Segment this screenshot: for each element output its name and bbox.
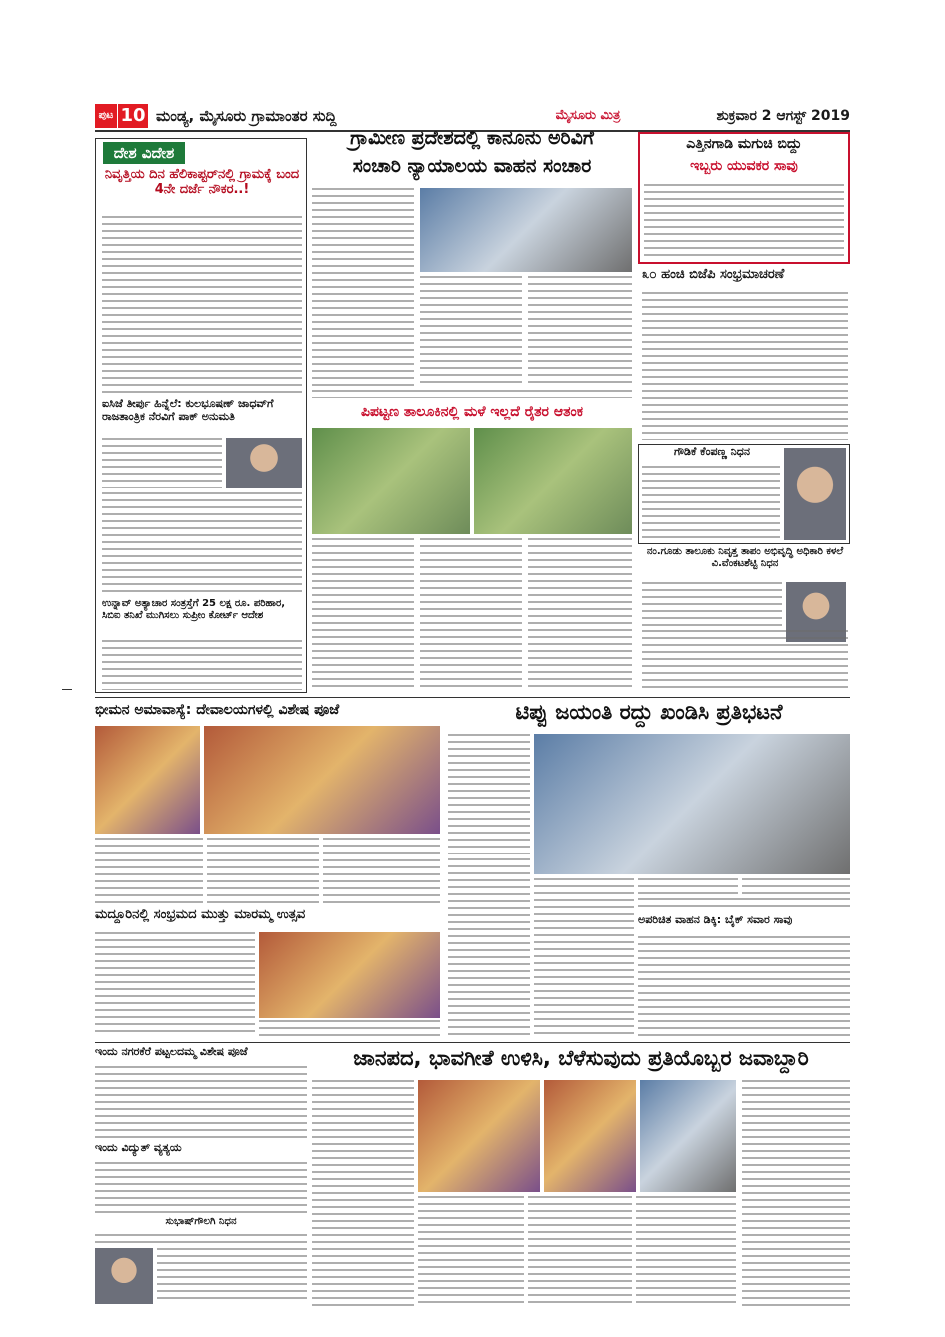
mid-right-body-col1 bbox=[448, 734, 530, 854]
mid-left-sub-body bbox=[95, 932, 255, 1036]
court-van-photo bbox=[420, 188, 632, 272]
mid-left-sub-headline: ಮದ್ದೂರಿನಲ್ಲಿ ಸಂಭ್ರಮದ ಮುತ್ತು ಮಾರಮ್ಮ ಉತ್ಸವ bbox=[95, 908, 306, 922]
center-mid-headline: ಪಿಪಟ್ಟಣ ತಾಲೂಕಿನಲ್ಲಿ ಮಳೆ ಇಲ್ಲದೆ ರೈತರ ಆತಂಕ bbox=[360, 404, 583, 420]
paper-name: ಮೈಸೂರು ಮಿತ್ರ bbox=[555, 108, 621, 123]
temple-photo-2 bbox=[204, 726, 440, 834]
award-photo-3 bbox=[640, 1080, 736, 1192]
mid-left-headline: ಭೀಮನ ಅಮಾವಾಸ್ಯೆ: ದೇವಾಲಯಗಳಲ್ಲಿ ವಿಶೇಷ ಪೂಜೆ bbox=[95, 702, 340, 718]
field-photo-1 bbox=[312, 428, 470, 534]
mid-right-side-headline: ಅಪರಿಚಿತ ವಾಹನ ಡಿಕ್ಕಿ: ಬೈಕ್ ಸವಾರ ಸಾವು bbox=[638, 914, 793, 926]
right-top-body bbox=[644, 184, 844, 260]
bottom-right-body-col3 bbox=[528, 1196, 632, 1306]
right-obit2-headline: ನಂ.ಗೂಡು ತಾಲೂಕು ನಿವೃತ್ತ ತಾಪಂ ಅಭಿವೃದ್ಧಿ ಅಧಿಕಾರಿ ಕಳಲೆ ವಿ.ವೆಂಕಟಶೆಟ್ಟಿ ನಿಧನ bbox=[646, 546, 844, 569]
temple-photo-1 bbox=[95, 726, 200, 834]
bottom-right-body-col5 bbox=[742, 1080, 850, 1306]
festival-caption bbox=[259, 1020, 440, 1036]
bottom-left-body-3a bbox=[95, 1234, 307, 1246]
center-top-body-col3 bbox=[528, 276, 632, 386]
page-left-marker bbox=[62, 689, 72, 690]
bottom-right-body-col2 bbox=[418, 1196, 524, 1306]
right-obit2-body-a bbox=[642, 582, 782, 626]
field-photo-2 bbox=[474, 428, 632, 534]
page-label: ಪುಟ bbox=[98, 110, 114, 121]
center-top-body-col1 bbox=[312, 188, 414, 386]
center-mid-body-col2 bbox=[420, 538, 522, 692]
section-rule-1 bbox=[95, 697, 850, 698]
page-date: ಶುಕ್ರವಾರ 2 ಆಗಸ್ಟ್ 2019 bbox=[716, 108, 850, 124]
right-story2-body bbox=[642, 292, 848, 440]
mid-right-headline: ಟಿಪ್ಪು ಜಯಂತಿ ರದ್ದು ಖಂಡಿಸಿ ಪ್ರತಿಭಟನೆ bbox=[515, 700, 783, 724]
bottom-left-body-3b bbox=[157, 1248, 307, 1304]
page-label-badge bbox=[95, 104, 117, 128]
left-story2-body-a bbox=[102, 438, 222, 488]
bottom-left-headline-2: ಇಂದು ವಿದ್ಯುತ್ ವ್ಯತ್ಯಯ bbox=[95, 1142, 182, 1154]
mid-left-body-col3 bbox=[323, 838, 440, 904]
bottom-right-body-col1 bbox=[312, 1080, 414, 1306]
bottom-right-headline: ಜಾನಪದ, ಭಾವಗೀತೆ ಉಳಿಸಿ, ಬೆಳೆಸುವುದು ಪ್ರತಿಯೊಬ್ಬರ ಜವಾಬ್ದಾರಿ bbox=[353, 1046, 809, 1070]
mid-right-body-col5 bbox=[742, 878, 850, 894]
right-top-headline-2: ಇಬ್ಬರು ಯುವಕರ ಸಾವು bbox=[690, 158, 798, 174]
left-story1-headline: ನಿವೃತ್ತಿಯ ದಿನ ಹೆಲಿಕಾಪ್ಟರ್‌ನಲ್ಲಿ ಗ್ರಾಮಕ್ಕೆ ಬಂದ 4ನೇ ದರ್ಜೆ ನೌಕರ..! bbox=[104, 168, 300, 197]
center-headline-1: ಗ್ರಾಮೀಣ ಪ್ರದೇಶದಲ್ಲಿ ಕಾನೂನು ಅರಿವಿಗೆ bbox=[350, 128, 594, 149]
right-obit1-body bbox=[642, 466, 780, 540]
mid-right-body-col3 bbox=[534, 878, 634, 1038]
mid-right-side-body bbox=[638, 936, 850, 1038]
center-top-body-col2 bbox=[420, 276, 522, 386]
section-title: ಮಂಡ್ಯ, ಮೈಸೂರು ಗ್ರಾಮಾಂತರ ಸುದ್ದಿ bbox=[156, 107, 337, 125]
mid-left-body-col2 bbox=[207, 838, 319, 904]
award-photo-2 bbox=[544, 1080, 636, 1192]
center-mid-body-col1 bbox=[312, 538, 414, 692]
obit3-photo bbox=[95, 1248, 153, 1304]
mid-right-body-col4 bbox=[638, 878, 738, 894]
section-rule-2 bbox=[95, 1042, 850, 1043]
bottom-left-body-1 bbox=[95, 1066, 307, 1138]
center-top-body-col4 bbox=[312, 390, 632, 398]
right-story2-headline: ೩೦ ಹಂಚಿ ಬಿಜೆಪಿ ಸಂಭ್ರಮಾಚರಣೆ bbox=[642, 268, 785, 282]
festival-photo bbox=[259, 932, 440, 1018]
bottom-right-body-col4 bbox=[636, 1196, 736, 1306]
bottom-left-headline-1: ಇಂದು ನಗರಕೆರೆ ಪಟ್ಟಲದಮ್ಮ ವಿಶೇಷ ಪೂಜೆ bbox=[95, 1046, 248, 1058]
award-photo-1 bbox=[418, 1080, 540, 1192]
jadhav-photo bbox=[226, 438, 302, 488]
left-story3-headline: ಉನ್ನಾವ್ ಅತ್ಯಾಚಾರ ಸಂತ್ರಸ್ತೆಗೆ 25 ಲಕ್ಷ ರೂ. ಪರಿಹಾರ, ಸಿಬಿಐ ತನಿಖೆ ಮುಗಿಸಲು ಸುಪ್ರೀಂ ಕೋರ್ಟ್ ಆದೇಶ bbox=[102, 598, 286, 621]
right-obit1-headline: ಗೌಡಿಕೆ ಕೆಂಪಣ್ಣ ನಿಧನ bbox=[673, 446, 751, 458]
obit1-photo bbox=[784, 448, 846, 540]
section-tag: ದೇಶ ವಿದೇಶ bbox=[103, 142, 185, 164]
protest-photo bbox=[534, 734, 850, 874]
left-story1-body bbox=[102, 216, 302, 394]
right-obit2-body-b bbox=[642, 630, 848, 692]
bottom-left-headline-3: ಸುಭಾಷ್‌ಗೌಲಗಿ ನಿಧನ bbox=[165, 1216, 237, 1227]
left-story2-body-b bbox=[102, 492, 302, 594]
page-number: 10 bbox=[118, 104, 148, 128]
center-mid-body-col3 bbox=[528, 538, 632, 692]
right-top-headline-1: ಎತ್ತಿನಗಾಡಿ ಮಗುಚಿ ಬಿದ್ದು bbox=[686, 136, 802, 152]
mid-right-body-col4b bbox=[638, 898, 850, 912]
mid-right-body-col2 bbox=[448, 858, 530, 1038]
left-story2-headline: ಐಸಿಜೆ ತೀರ್ಪು ಹಿನ್ನೆಲೆ: ಕುಲಭೂಷಣ್ ಜಾಧವ್‌ಗೆ ರಾಜತಾಂತ್ರಿಕ ನೆರವಿಗೆ ಪಾಕ್ ಅನುಮತಿ bbox=[102, 398, 274, 423]
bottom-left-body-2 bbox=[95, 1162, 307, 1214]
mid-left-body-col1 bbox=[95, 838, 203, 904]
left-story3-body bbox=[102, 640, 302, 690]
center-headline-2: ಸಂಚಾರಿ ನ್ಯಾಯಾಲಯ ವಾಹನ ಸಂಚಾರ bbox=[352, 156, 592, 177]
